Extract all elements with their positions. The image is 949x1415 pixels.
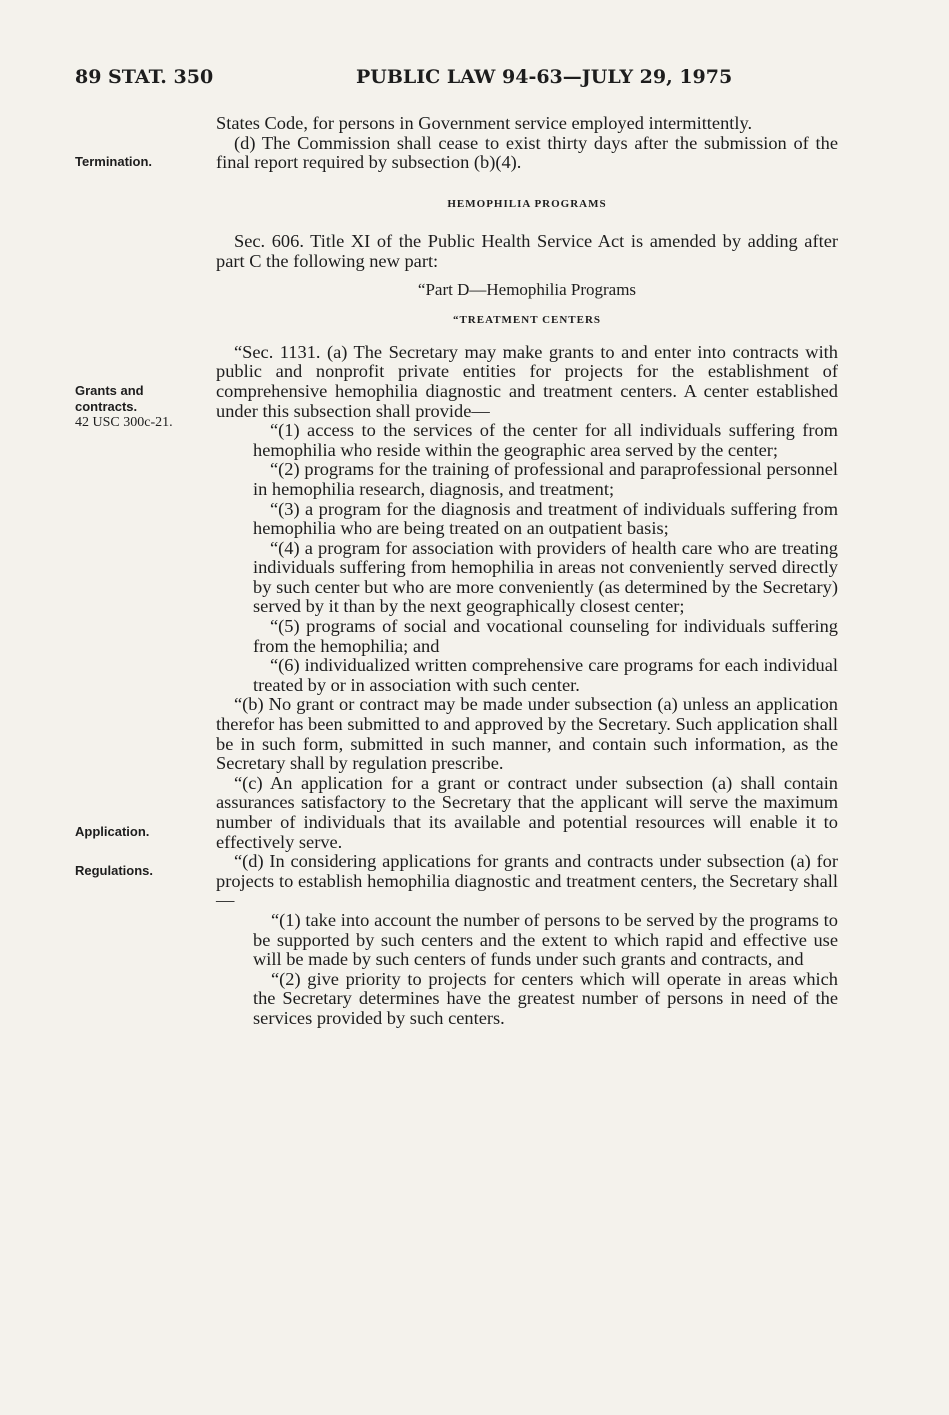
list-item-2: “(2) programs for the training of professional and paraprofessional personnel in hemophilia research, diagnosis, and treatment; <box>253 459 838 499</box>
list-item-d1: “(1) take into account the number of persons to be served by the programs to be supported by such centers and the extent to which rapid and effective use will be made by such centers of funds under such grants and contracts, and <box>253 909 838 970</box>
heading-hemophilia-programs: HEMOPHILIA PROGRAMS <box>447 197 607 210</box>
list-item-6: “(6) individualized written comprehensive care programs for each individual treated by or in association with such center. <box>253 655 838 695</box>
list-item-d2: “(2) give priority to projects for centers which will operate in areas which the Secretary determines have the greatest number of persons in need of the services provided by such centers. <box>253 968 838 1028</box>
margin-note-grants: Grants and <box>75 383 144 398</box>
body-text <box>216 114 838 1029</box>
margin-note-application: Application. <box>75 824 150 839</box>
paragraph-sec-606: Sec. 606. Title XI of the Public Health Service Act is amended by adding after part C the following new part: <box>216 231 838 271</box>
paragraph-subsection-d2: “(d) In considering applications for grants and contracts under subsection (a) for projects to establish hemophilia diagnostic and treatment centers, the Secretary shall— <box>216 851 838 911</box>
margin-note-termination: Termination. <box>75 154 153 169</box>
heading-treatment-centers: “TREATMENT CENTERS <box>452 314 602 327</box>
list-item-5: “(5) programs of social and vocational counseling for individuals suffering from the hemophilia; and <box>253 616 838 656</box>
paragraph-subsection-d: (d) The Commission shall cease to exist thirty days after the submission of the final report required by subsection (b)(4). <box>216 132 838 173</box>
paragraph-sec-1131a: “Sec. 1131. (a) The Secretary may make grants to and enter into contracts with public and nonprofit private entities for projects for the establishment of comprehensive hemophilia diagnostic and treatment centers. A center established under this subsection shall provide— <box>216 341 838 421</box>
paragraph-subsection-b: “(b) No grant or contract may be made under subsection (a) unless an application therefor has been submitted to and approved by the Secretary. Such application shall be in such form, submitted in such manner, and contain such information, as the Secretary shall by regulation prescribe. <box>216 694 838 774</box>
list-item-1: “(1) access to the services of the center for all individuals suffering from hemophilia who reside within the geographic area served by the center; <box>253 420 838 460</box>
margin-note-regulations: Regulations. <box>75 863 154 878</box>
paragraph-continuation: States Code, for persons in Government service employed intermittently. <box>216 113 753 133</box>
paragraph-subsection-c: “(c) An application for a grant or contract under subsection (a) shall contain assurances satisfactory to the Secretary that the applicant will serve the maximum number of individuals that its available and potential resources will enable it to effectively serve. <box>216 772 838 852</box>
list-item-3: “(3) a program for the diagnosis and treatment of individuals suffering from hemophilia who are being treated on an outpatient basis; <box>253 498 838 539</box>
margin-note-contracts: contracts. <box>75 399 138 414</box>
heading-part-d: “Part D—Hemophilia Programs <box>417 279 637 299</box>
list-item-4: “(4) a program for association with providers of health care who are treating individuals suffering from hemophilia in areas not conveniently served directly by such center but who are more conveniently (as determined by the Secretary) served by it than by the next geographically closest center; <box>253 537 838 617</box>
statute-page-number: 89 STAT. 350 <box>75 66 214 88</box>
margin-note-usc: 42 USC 300c-21. <box>75 415 173 430</box>
running-header-title: PUBLIC LAW 94-63—JULY 29, 1975 <box>356 66 733 88</box>
